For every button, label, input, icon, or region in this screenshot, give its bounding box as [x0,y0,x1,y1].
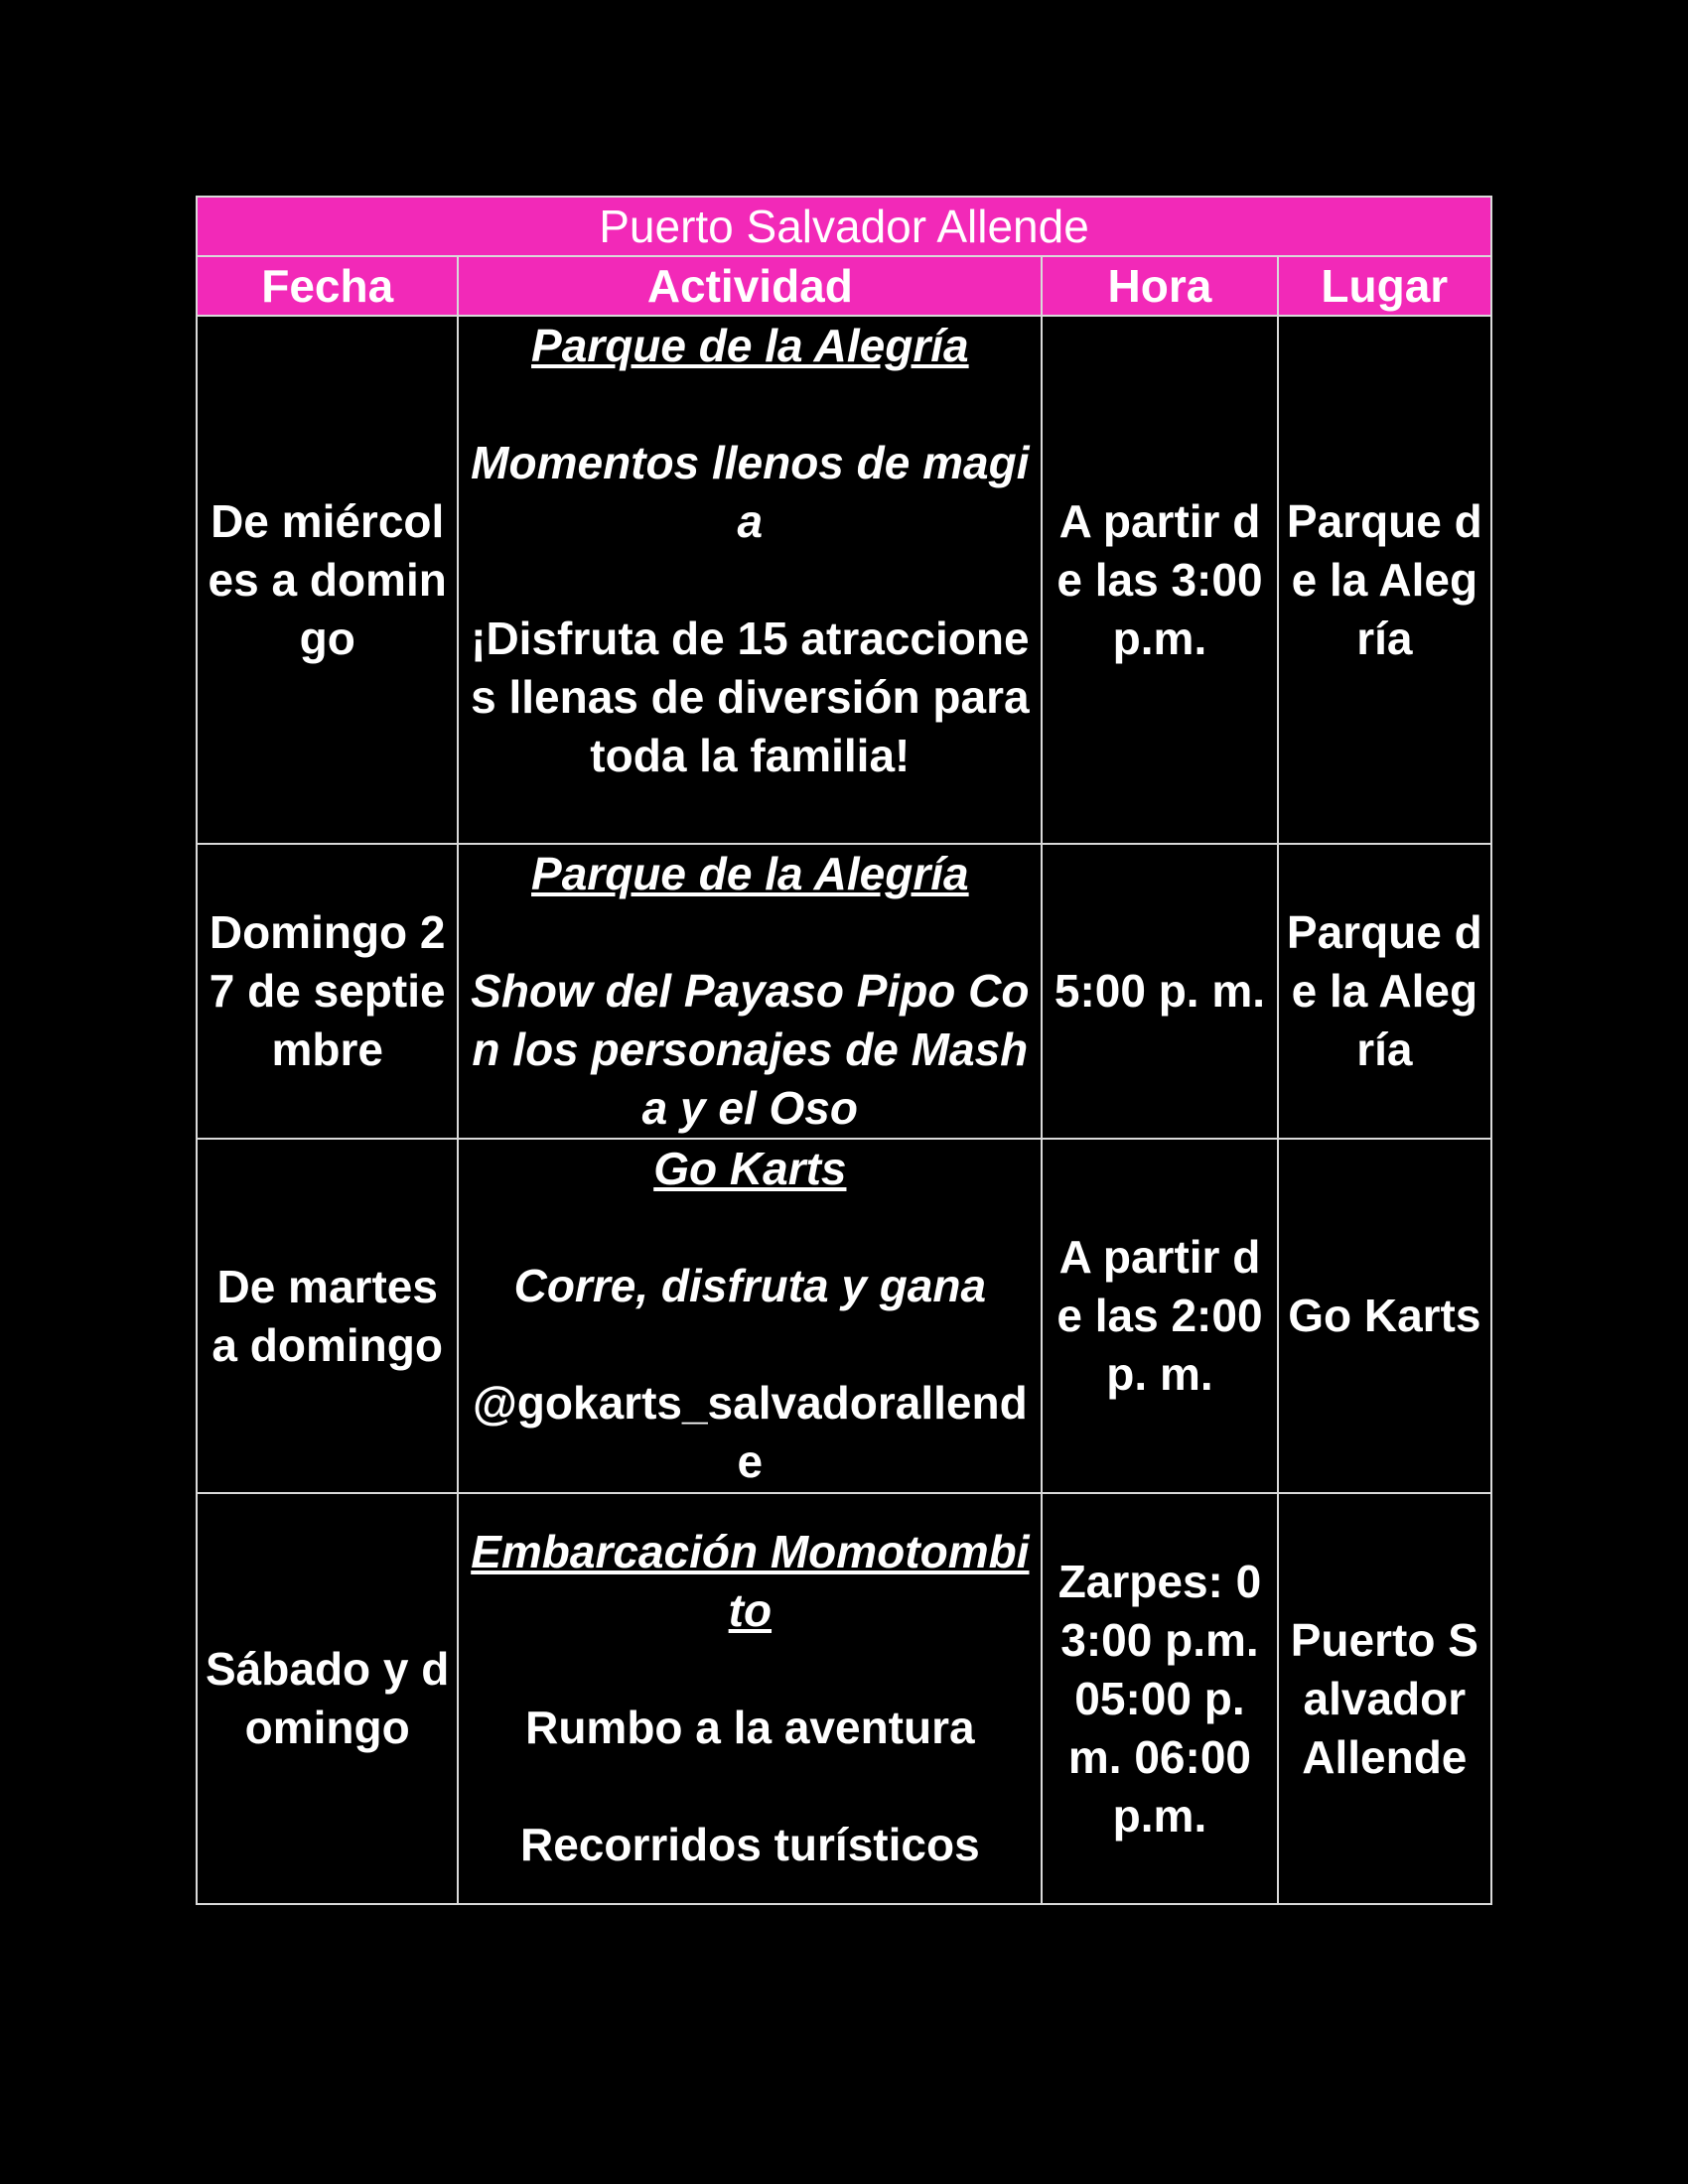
activity-title: Embarcación Momotombito [471,1526,1030,1636]
spacer [465,1315,1035,1374]
header-lugar: Lugar [1278,256,1491,316]
title-row [197,197,1491,256]
hora-cell: A partir de las 2:00 p. m. [1042,1139,1277,1493]
activity-title: Parque de la Alegría [531,320,969,371]
spacer [465,903,1035,962]
spacer [465,375,1035,434]
lugar-cell: Go Karts [1278,1139,1491,1493]
lugar-cell: Puerto Salvador Allende [1278,1493,1491,1904]
hora-cell: Zarpes: 03:00 p.m. 05:00 p.m. 06:00 p.m. [1042,1493,1277,1904]
actividad-cell [458,1139,1042,1493]
activity-body: ¡Disfruta de 15 atracciones llenas de diversión para toda la familia! [471,613,1030,781]
header-hora: Hora [1042,256,1277,316]
table-row [197,844,1491,1139]
spacer [465,1757,1035,1816]
activity-line-2: Recorridos turísticos [519,1819,980,1870]
activity-title: Parque de la Alegría [531,848,969,899]
spacer [465,551,1035,610]
actividad-cell [458,316,1042,844]
activity-line-1: Rumbo a la aventura [525,1702,975,1753]
fecha-cell: De martes a domingo [197,1139,458,1493]
activity-subtitle: Show del Payaso Pipo Con los personajes de Masha y el Oso [471,965,1030,1134]
hora-cell: 5:00 p. m. [1042,844,1277,1139]
activity-title: Go Karts [653,1143,847,1194]
lugar-cell: Parque de la Alegría [1278,316,1491,844]
activity-instagram-handle: @gokarts_salvadorallende [472,1377,1028,1487]
lugar-cell: Parque de la Alegría [1278,844,1491,1139]
activity-subtitle: Corre, disfruta y gana [513,1260,987,1311]
table-title: Puerto Salvador Allende [197,197,1491,256]
hora-cell: A partir de las 3:00 p.m. [1042,316,1277,844]
schedule-table [196,196,1492,1905]
header-fecha: Fecha [197,256,458,316]
table-row [197,1493,1491,1904]
header-actividad: Actividad [458,256,1042,316]
table-row [197,1139,1491,1493]
header-row [197,256,1491,316]
spacer [465,1640,1035,1699]
fecha-cell: Domingo 27 de septiembre [197,844,458,1139]
activity-subtitle: Momentos llenos de magia [471,437,1030,547]
table-row [197,316,1491,844]
spacer [465,1198,1035,1257]
fecha-cell: Sábado y domingo [197,1493,458,1904]
fecha-cell: De miércoles a domingo [197,316,458,844]
actividad-cell [458,1493,1042,1904]
actividad-cell [458,844,1042,1139]
